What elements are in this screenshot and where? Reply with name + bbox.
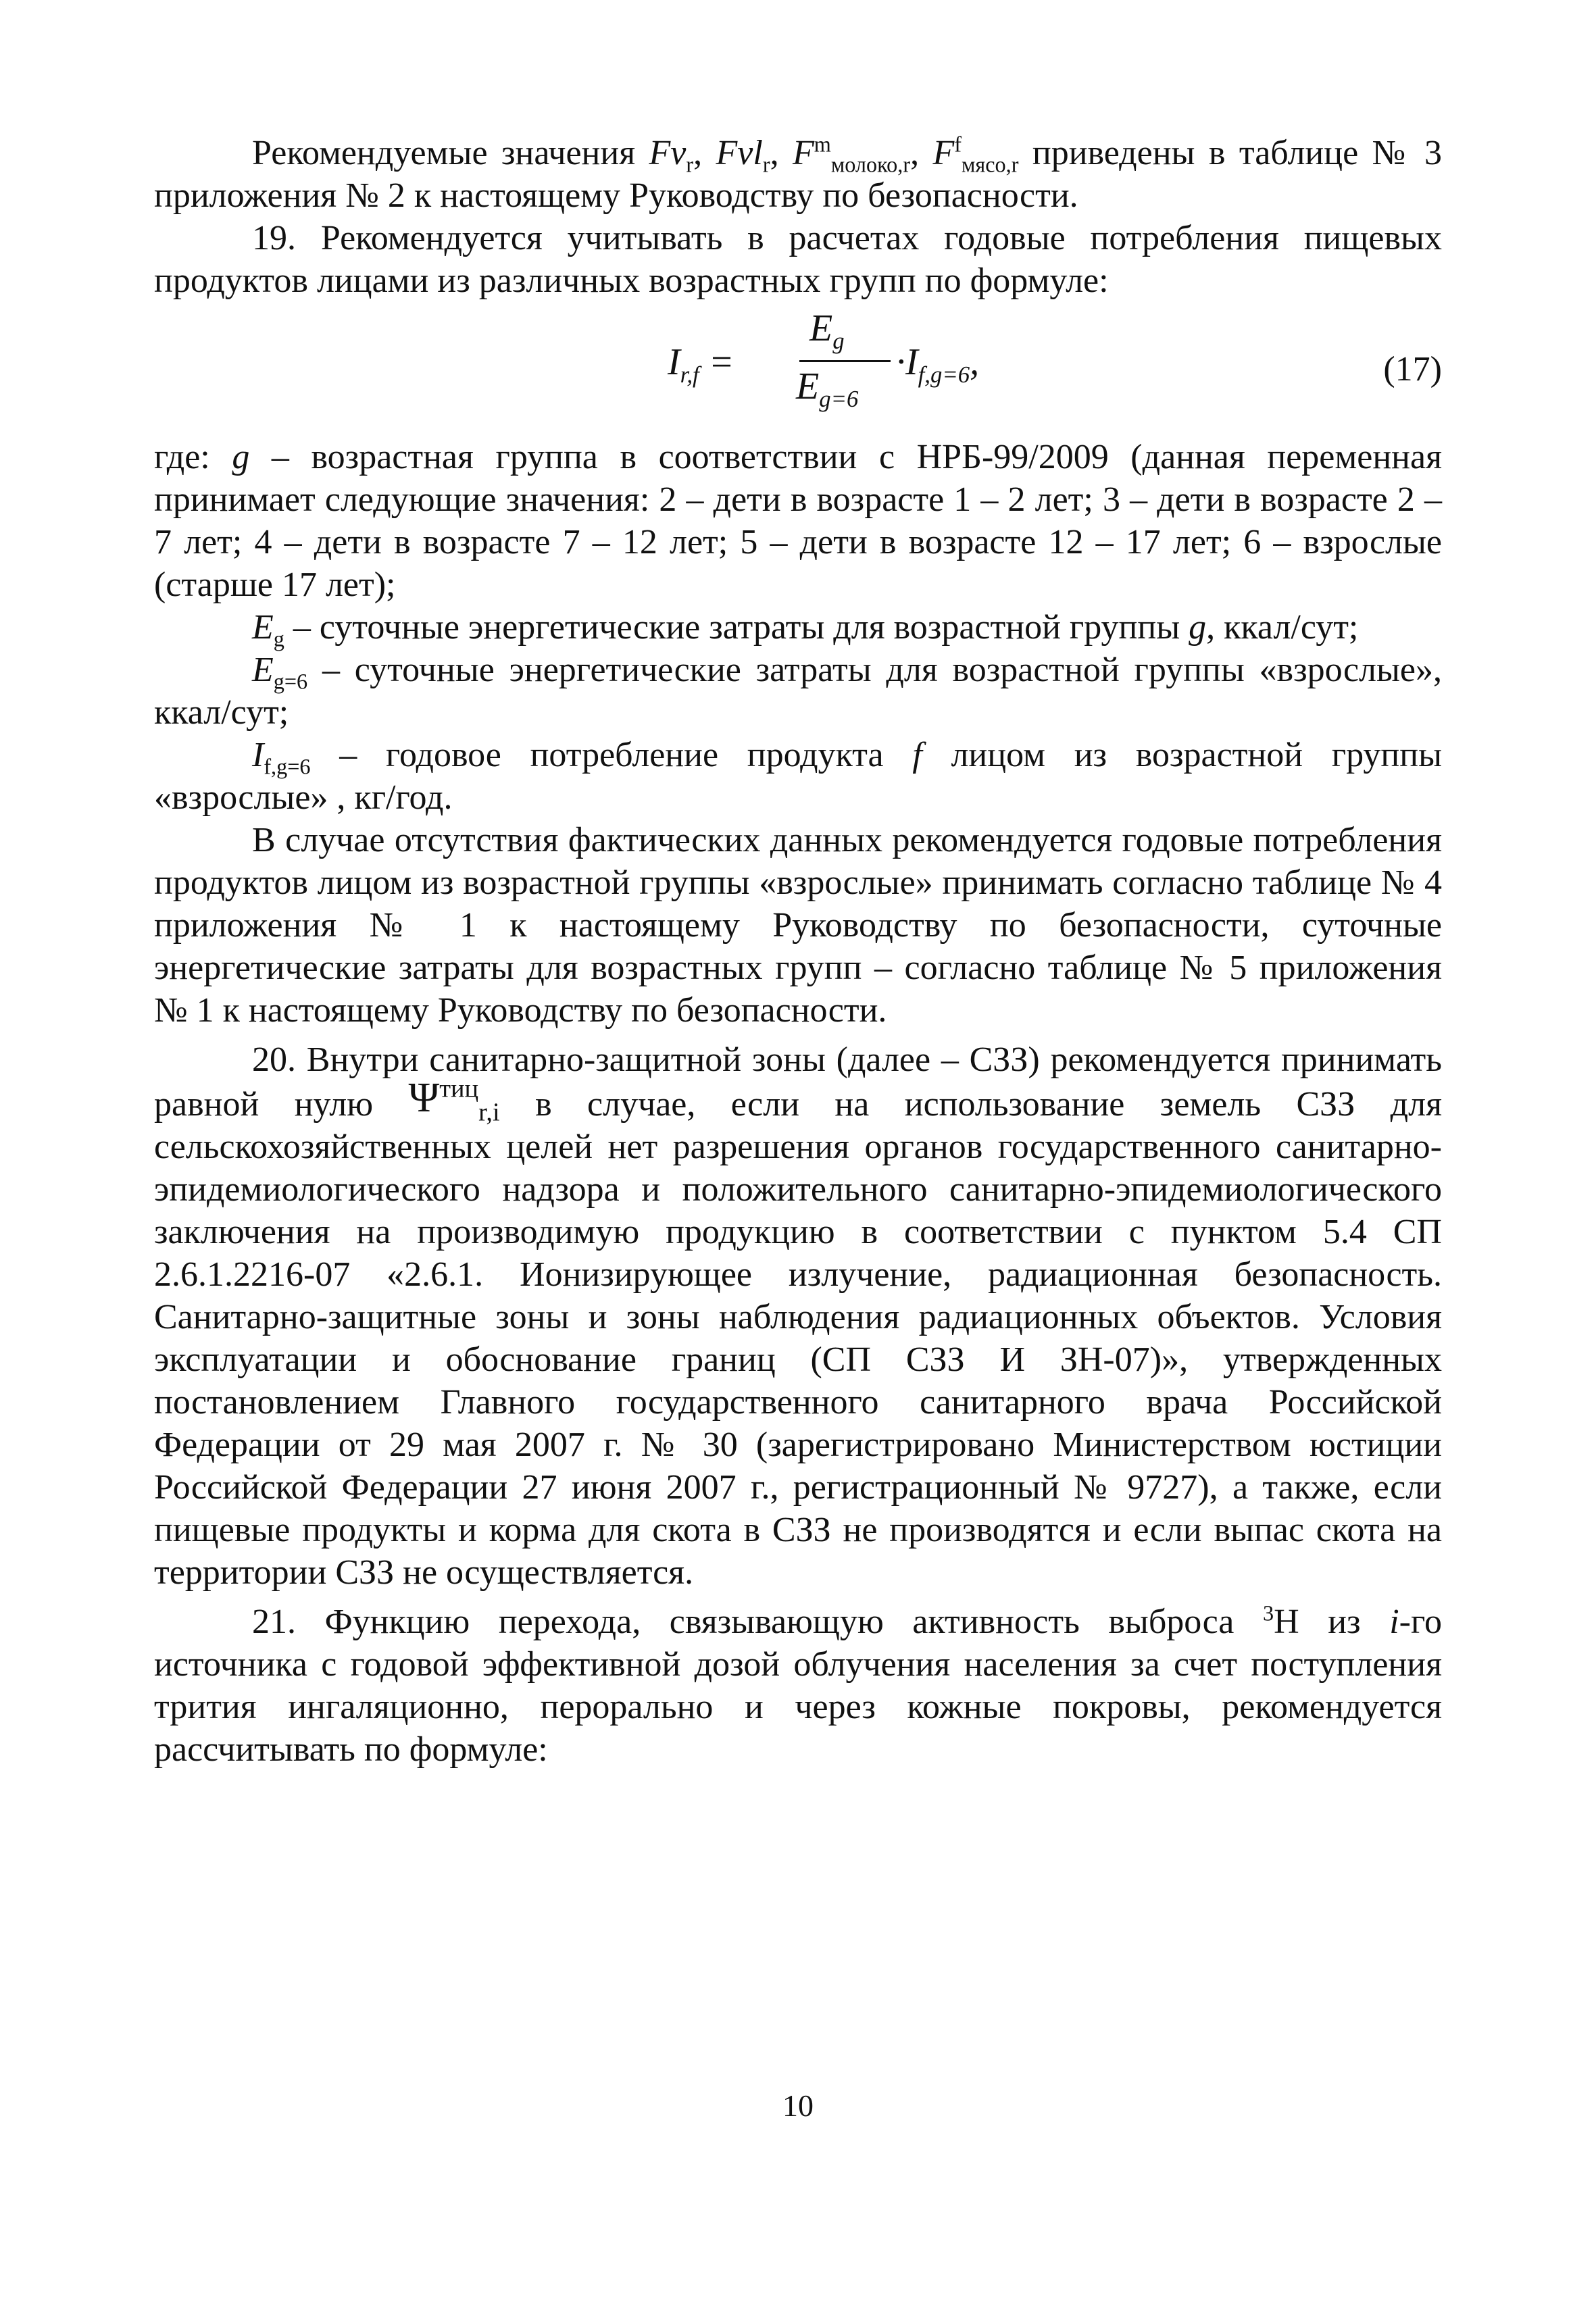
lhs-sub: r,f [680, 361, 699, 388]
variable-e: E [252, 608, 274, 647]
numerator [809, 307, 845, 355]
variable-fv: Fv [649, 134, 687, 172]
paragraph-21 [154, 1601, 1442, 1771]
paragraph-20 [154, 1038, 1442, 1594]
isotope-mass-number: 3 [1262, 1601, 1274, 1626]
text: 21. Функцию перехода, связывающую активность выброса [252, 1603, 1263, 1641]
dot: · [896, 341, 905, 383]
variable-g: g [1189, 608, 1207, 647]
superscript: m [814, 132, 831, 157]
subscript: мясо,r [962, 152, 1019, 177]
subscript: r [686, 152, 694, 177]
definition-g [154, 436, 1442, 606]
variable-i: i [1389, 1603, 1399, 1641]
superscript: f [954, 132, 962, 157]
den-sub: g=6 [819, 386, 859, 413]
subscript: молоко,r [830, 152, 911, 177]
variable-f-meat: F [932, 134, 955, 172]
num-var: E [809, 307, 833, 349]
page-number: 10 [782, 2088, 814, 2123]
fraction-bar [799, 360, 891, 362]
text: -го источника с годовой эффективной дозой облучения населения за счет поступления трития ингаляционно, перорально и через кожные покровы, рекомендуется рассчитывать по формуле: [154, 1603, 1442, 1769]
equation-number: (17) [1383, 350, 1442, 388]
text: 20. Внутри санитарно-защитной зоны (далее – СЗЗ) рекомендуется принимать равной нулю [154, 1040, 1442, 1124]
rhs-var: I [905, 341, 918, 383]
denominator [796, 366, 859, 413]
text: из [1299, 1603, 1390, 1641]
text: , ккал/сут; [1206, 608, 1359, 647]
fraction [668, 307, 980, 422]
definition-if [154, 734, 1442, 819]
variable-fvl: Fvl [716, 134, 763, 172]
superscript: тиц [439, 1074, 479, 1103]
formula-rhs [896, 341, 980, 388]
subscript: r [762, 152, 770, 177]
paragraph-recommended-values [154, 132, 1442, 217]
separator: , [693, 134, 716, 172]
element-symbol: H [1274, 1603, 1299, 1641]
subscript: g=6 [273, 669, 308, 694]
document-page [154, 132, 1442, 1771]
definition-eg6 [154, 649, 1442, 734]
text: в случае, если на использование земель СЗЗ для сельскохозяйственных целей нет разрешения органов государственного санитарно-эпидемиологического надзора и положительного санитарно-эпидемиологического заключения на производимую продукцию в соответствии с пунктом 5.4 СП 2.6.1.2216-07 «2.6.1. Ионизирующее излучение, радиационная безопасность. Санитарно-защитные зоны и зоны наблюдения радиационных объектов. Условия эксплуатации и обоснование границ (СП СЗЗ И ЗН-07)», утвержденных постановлением Главного государственного санитарного врача Российской Федерации от 29 мая 2007 г. № 30 (зарегистрировано Министерством юстиции Российской Федерации 27 июня 2007 г., регистрационный № 9727), а также, если пищевые продукты и корма для скота в СЗЗ не производятся и если выпас скота на территории СЗЗ не осуществляется. [154, 1085, 1442, 1592]
psi-symbol: Ψ [408, 1075, 440, 1121]
text: Рекомендуемые значения [252, 134, 649, 172]
subscript: g [273, 626, 284, 651]
text: – возрастная группа в соответствии с НРБ-99/2009 (данная переменная принимает следующие значения: 2 – дети в возрасте 1 – 2 лет; 3 – дети в возрасте 2 – 7 лет; 4 – дети в возрасте 7 – 12 лет; 5 – дети в возрасте 12 – 17 лет; 6 – взрослые (старше 17 лет); [154, 438, 1443, 604]
variable-e: E [252, 651, 274, 689]
text: – суточные энергетические затраты для возрастной группы [284, 608, 1189, 647]
paragraph-19: 19. Рекомендуется учитывать в расчетах годовые потребления пищевых продуктов лицами из различных возрастных групп по формуле: [154, 219, 1442, 300]
paragraph-absence-of-data: В случае отсутствия фактических данных рекомендуется годовые потребления продуктов лицом из возрастной группы «взрослые» принимать согласно таблице № 4 приложения № 1 к настоящему Руководству по безопасности, суточные энергетические затраты для возрастных групп – согласно таблице № 5 приложения № 1 к настоящему Руководству по безопасности. [154, 821, 1442, 1030]
den-var: E [796, 366, 820, 407]
variable-i: I [252, 736, 264, 774]
comma: , [970, 341, 980, 383]
num-sub: g [832, 328, 845, 355]
text: где: [154, 438, 232, 476]
text: приведены в таблице № 3 приложения № 2 к настоящему Руководству по безопасности. [154, 134, 1443, 215]
equals-sign: = [699, 341, 734, 383]
formula-17 [154, 307, 1442, 422]
definition-eg [154, 606, 1442, 649]
variable-f-milk: F [793, 134, 814, 172]
variable-g: g [232, 438, 250, 476]
text: – годовое потребление продукта [310, 736, 913, 774]
subscript: f,g=6 [264, 754, 311, 779]
text: – суточные энергетические затраты для возрастной группы «взрослые», ккал/сут; [154, 651, 1442, 732]
separator: , [910, 134, 933, 172]
separator: , [770, 134, 793, 172]
rhs-sub: f,g=6 [918, 361, 970, 388]
subscript: r,i [478, 1098, 500, 1127]
text: лицом из возрастной группы «взрослые» , кг/год. [154, 736, 1443, 817]
lhs-var: I [668, 341, 680, 383]
formula-lhs [668, 341, 734, 388]
variable-psi [408, 1074, 500, 1127]
variable-f: f [912, 736, 922, 774]
